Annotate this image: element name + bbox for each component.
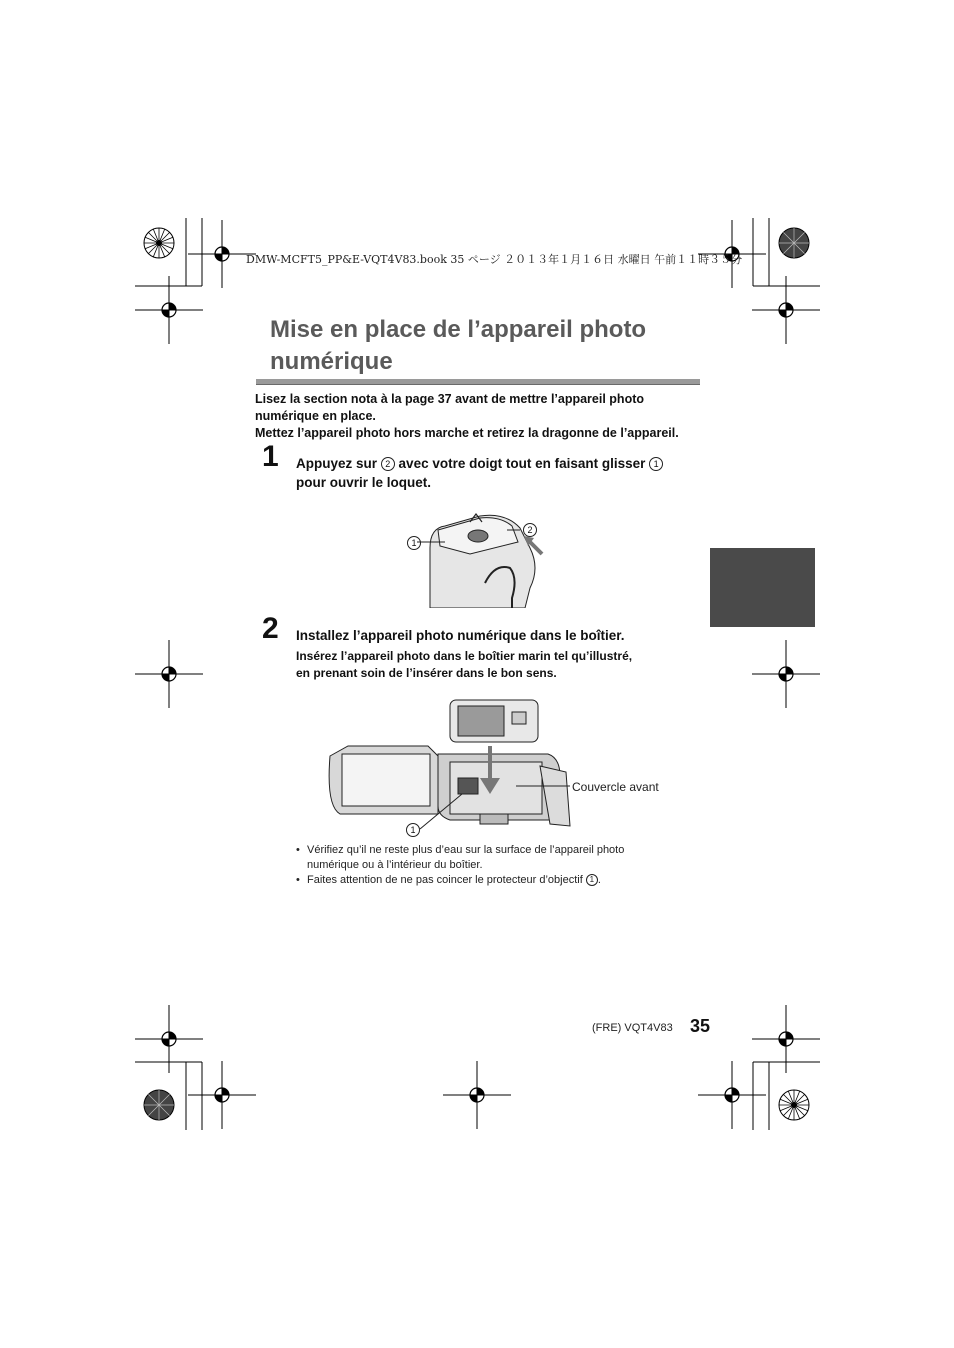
figure-2-label-1: 1 bbox=[406, 823, 420, 837]
step-2-subtext bbox=[296, 648, 706, 682]
note-1-line-1: • Vérifiez qu’il ne reste plus d’eau sur la surface de l’appareil photo bbox=[307, 844, 625, 856]
intro-line-2: numérique en place. bbox=[255, 409, 376, 423]
title-rule bbox=[256, 379, 700, 385]
page-number: 35 bbox=[690, 1016, 711, 1036]
page-title-line-1: Mise en place de l’appareil photo bbox=[270, 316, 647, 343]
note-2-end: . bbox=[597, 874, 601, 886]
step-2-sub-line-2: en prenant soin de l’insérer dans le bon sens. bbox=[296, 666, 557, 680]
footer-code: (FRE) VQT4V83 bbox=[592, 1022, 673, 1034]
file-header: DMW-MCFT5_PP&E-VQT4V83.book 35 ページ ２０１３年１月１６日 水曜日 午前１１時３５分 bbox=[246, 253, 743, 266]
marker-1-icon: 1 bbox=[649, 457, 663, 471]
step-2-text: Installez l’appareil photo numérique dans le boîtier. bbox=[296, 628, 625, 643]
latch-illustration bbox=[400, 508, 560, 608]
step-1-text bbox=[296, 454, 706, 492]
step-2-sub-line-1: Insérez l’appareil photo dans le boîtier marin tel qu’illustré, bbox=[296, 649, 633, 663]
note-item bbox=[296, 843, 676, 873]
page-title bbox=[270, 314, 710, 378]
note-1-line-2: numérique ou à l’intérieur du boîtier. bbox=[307, 859, 483, 871]
step-1-text-c: pour ouvrir le loquet. bbox=[296, 475, 432, 490]
figure-1-label-2: 2 bbox=[523, 523, 537, 537]
step-2-number: 2 bbox=[262, 612, 279, 645]
marker-1-icon: 1 bbox=[586, 874, 598, 886]
step-1-text-a: Appuyez sur bbox=[296, 456, 378, 471]
housing-illustration bbox=[320, 696, 580, 831]
marker-2-icon: 2 bbox=[381, 457, 395, 471]
note-item bbox=[296, 873, 676, 888]
step-1-text-b: avec votre doigt tout en faisant glisser bbox=[398, 456, 646, 471]
step-1-number: 1 bbox=[262, 440, 279, 473]
figure-1-label-1: 1 bbox=[407, 536, 421, 550]
chapter-tab bbox=[710, 548, 815, 627]
intro-line-1: Lisez la section nota à la page 37 avant de mettre l’appareil photo bbox=[255, 392, 645, 406]
intro-line-3: Mettez l’appareil photo hors marche et retirez la dragonne de l’appareil. bbox=[255, 426, 679, 440]
notes-list bbox=[296, 843, 676, 888]
page-title-line-2: numérique bbox=[270, 348, 393, 375]
front-cover-label: Couvercle avant bbox=[572, 780, 659, 794]
note-2-text: Faites attention de ne pas coincer le protecteur d’objectif bbox=[307, 874, 583, 886]
intro-text bbox=[255, 391, 715, 442]
